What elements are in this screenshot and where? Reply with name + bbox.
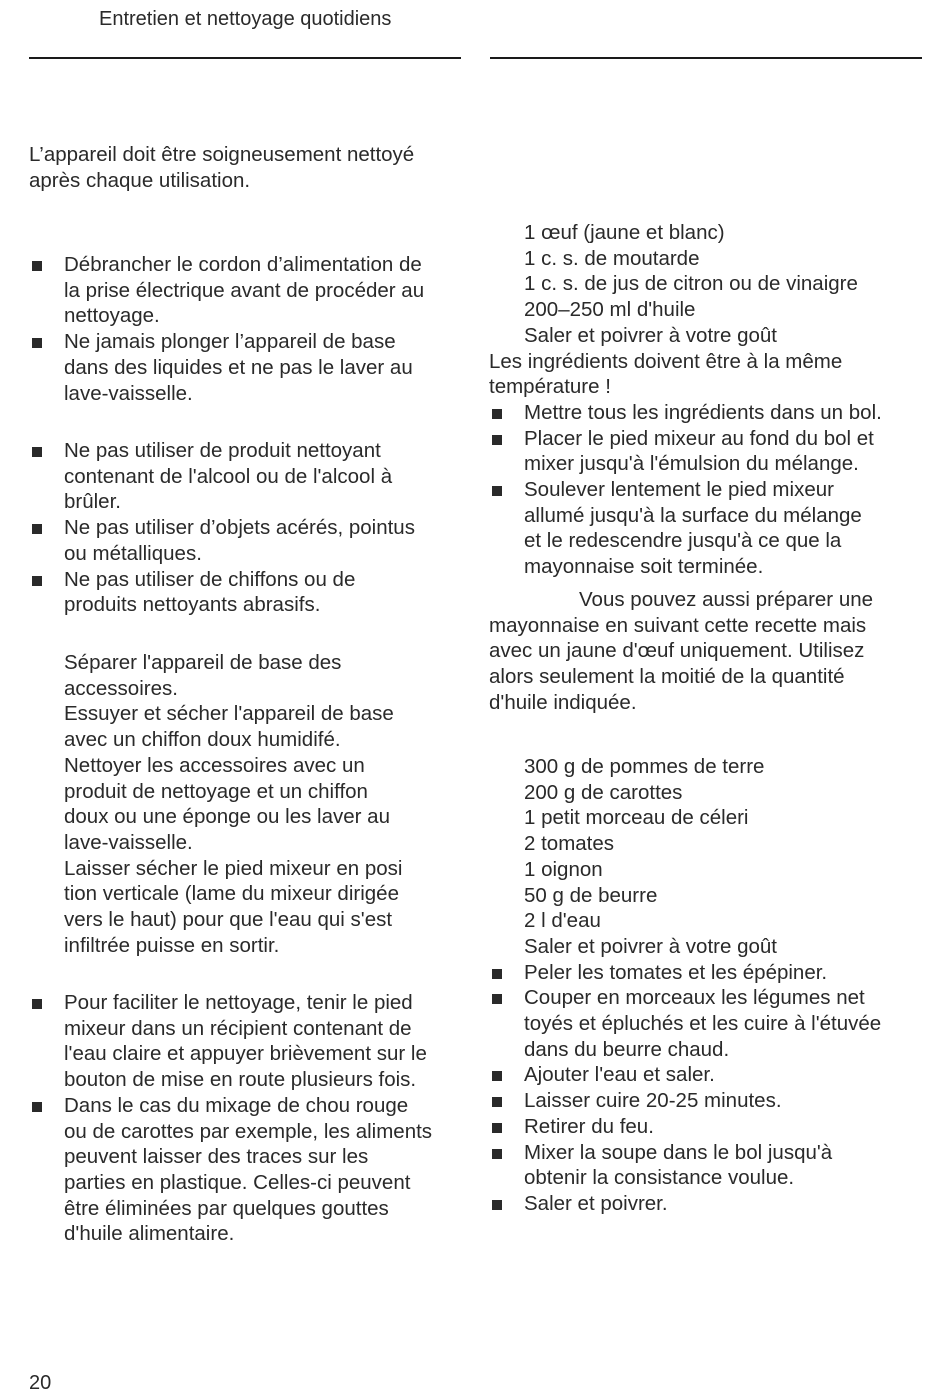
step-line: produit de nettoyage et un chiffon: [64, 779, 368, 803]
list-item-line: mixer jusqu'à l'émulsion du mélange.: [524, 452, 859, 476]
list-item-line: parties en plastique. Celles-ci peuvent: [64, 1170, 411, 1194]
list-item: [29, 1093, 469, 1247]
intro-paragraph: [29, 142, 469, 193]
list-item-line: dans des liquides et ne pas le laver au: [64, 355, 413, 379]
list-item-line: toyés et épluchés et les cuire à l'étuvée: [524, 1012, 882, 1036]
list-item-line: peuvent laisser des traces sur les: [64, 1145, 369, 1169]
cleaning-steps: [29, 650, 504, 958]
list-item-line: Laisser cuire 20-25 minutes.: [524, 1089, 782, 1113]
ingredient: 200–250 ml d'huile: [524, 298, 696, 322]
header-rule-left: [29, 57, 461, 59]
list-item-line: obtenir la consistance voulue.: [524, 1166, 795, 1190]
ingredient: 300 g de pommes de terre: [524, 755, 765, 778]
list-item-line: lave-vaisselle.: [64, 381, 193, 405]
list-item: [489, 960, 929, 986]
list-item-line: Couper en morceaux les légumes net: [524, 986, 865, 1010]
temperature-note: [489, 349, 929, 400]
tip-line: avec un jaune d'œuf uniquement. Utilisez: [489, 639, 865, 663]
list-item-line: être éliminées par quelques gouttes: [64, 1196, 389, 1220]
note-line: Les ingrédients doivent être à la même: [489, 349, 843, 373]
list-item-line: et le redescendre jusqu'à ce que la: [524, 529, 842, 553]
ingredient: 1 petit morceau de céleri: [524, 806, 749, 830]
ingredient: 2 tomates: [524, 832, 615, 856]
note-line: température !: [489, 375, 611, 399]
list-item: [29, 515, 469, 566]
list-item-line: ou métalliques.: [64, 541, 202, 565]
soup-recipe: [489, 754, 929, 1217]
tip-line: d'huile indiquée.: [489, 690, 637, 714]
list-item: [29, 567, 469, 618]
list-item: [489, 985, 929, 1062]
ingredient: 1 c. s. de jus de citron ou de vinaigre: [524, 272, 858, 296]
list-item-line: Placer le pied mixeur au fond du bol et: [524, 426, 874, 450]
list-item: [29, 329, 469, 406]
ingredient: 1 oignon: [524, 857, 603, 881]
ingredient-list: [489, 754, 929, 960]
list-item-line: d'huile alimentaire.: [64, 1222, 235, 1246]
mayonnaise-tip: [489, 587, 929, 716]
list-item-line: bouton de mise en route plusieurs fois.: [64, 1068, 417, 1092]
tip-line: alors seulement la moitié de la quantité: [489, 665, 845, 689]
step-line: Essuyer et sécher l'appareil de base: [64, 702, 394, 726]
list-item-line: brûler.: [64, 490, 121, 514]
intro-line: après chaque utilisation.: [29, 168, 251, 192]
list-item: [489, 1062, 929, 1088]
step-line: Laisser sécher le pied mixeur en posi: [64, 856, 403, 880]
list-item-line: dans du beurre chaud.: [524, 1037, 730, 1061]
intro-line: L’appareil doit être soigneusement nettoyé: [29, 143, 415, 166]
list-item-line: la prise électrique avant de procéder au: [64, 278, 425, 302]
ingredient: 200 g de carottes: [524, 780, 683, 804]
ingredient: 2 l d'eau: [524, 909, 601, 933]
step-line: lave-vaisselle.: [64, 830, 193, 854]
list-item: [489, 1114, 929, 1140]
list-item-line: Dans le cas du mixage de chou rouge: [64, 1093, 409, 1117]
list-item-line: Ne pas utiliser d’objets acérés, pointus: [64, 516, 415, 540]
warnings-list-1: [29, 252, 469, 406]
list-item-line: Ne pas utiliser de chiffons ou de: [64, 567, 356, 591]
list-item: [489, 426, 929, 477]
mayonnaise-recipe: [489, 220, 929, 580]
tip-line: Vous pouvez aussi préparer une: [579, 588, 874, 611]
list-item: [489, 1191, 929, 1217]
step-line: vers le haut) pour que l'eau qui s'est: [64, 908, 393, 932]
list-item-line: Saler et poivrer.: [524, 1191, 668, 1215]
list-item-line: Ajouter l'eau et saler.: [524, 1063, 715, 1087]
list-item-line: contenant de l'alcool ou de l'alcool à: [64, 464, 393, 488]
step-line: infiltrée puisse en sortir.: [64, 933, 280, 957]
list-item-line: Ne jamais plonger l’appareil de base: [64, 330, 396, 354]
list-item-line: Soulever lentement le pied mixeur: [524, 478, 834, 502]
list-item-line: mixeur dans un récipient contenant de: [64, 1016, 412, 1040]
tips-list: [29, 990, 469, 1247]
page-header-title: Entretien et nettoyage quotidiens: [99, 8, 392, 30]
step-line: avec un chiffon doux humidifé.: [64, 728, 341, 752]
ingredient: 1 œuf (jaune et blanc): [524, 221, 725, 244]
list-item-line: Peler les tomates et les épépiner.: [524, 960, 828, 984]
ingredient: 1 c. s. de moutarde: [524, 246, 700, 270]
ingredient: Saler et poivrer à votre goût: [524, 934, 777, 958]
list-item-line: Mettre tous les ingrédients dans un bol.: [524, 400, 882, 424]
step-line: doux ou une éponge ou les laver au: [64, 805, 390, 829]
list-item-line: Débrancher le cordon d’alimentation de: [64, 253, 422, 276]
ingredient-list: [489, 220, 929, 349]
list-item: [489, 400, 929, 426]
list-item: [29, 990, 469, 1093]
ingredient: Saler et poivrer à votre goût: [524, 323, 777, 347]
page-number: 20: [29, 1372, 52, 1394]
list-item: [489, 1140, 929, 1191]
step-line: accessoires.: [64, 676, 178, 700]
tip-line: mayonnaise en suivant cette recette mais: [489, 613, 867, 637]
header-rule-right: [490, 57, 922, 59]
list-item: [489, 477, 929, 580]
list-item-line: Ne pas utiliser de produit nettoyant: [64, 439, 381, 462]
list-item-line: produits nettoyants abrasifs.: [64, 593, 321, 617]
list-item: [29, 438, 469, 515]
list-item-line: ou de carottes par exemple, les aliments: [64, 1119, 433, 1143]
list-item-line: allumé jusqu'à la surface du mélange: [524, 503, 862, 527]
list-item-line: Retirer du feu.: [524, 1114, 654, 1138]
list-item-line: mayonnaise soit terminée.: [524, 555, 764, 579]
step-line: tion verticale (lame du mixeur dirigée: [64, 882, 399, 906]
list-item-line: l'eau claire et appuyer brièvement sur le: [64, 1042, 427, 1066]
warnings-list-2: [29, 438, 469, 618]
list-item-line: Mixer la soupe dans le bol jusqu'à: [524, 1140, 833, 1164]
step-line: Nettoyer les accessoires avec un: [64, 753, 365, 777]
list-item-line: Pour faciliter le nettoyage, tenir le pied: [64, 991, 413, 1014]
list-item: [29, 252, 469, 329]
ingredient: 50 g de beurre: [524, 883, 658, 907]
list-item: [489, 1088, 929, 1114]
step-line: Séparer l'appareil de base des: [64, 651, 342, 674]
list-item-line: nettoyage.: [64, 304, 160, 328]
